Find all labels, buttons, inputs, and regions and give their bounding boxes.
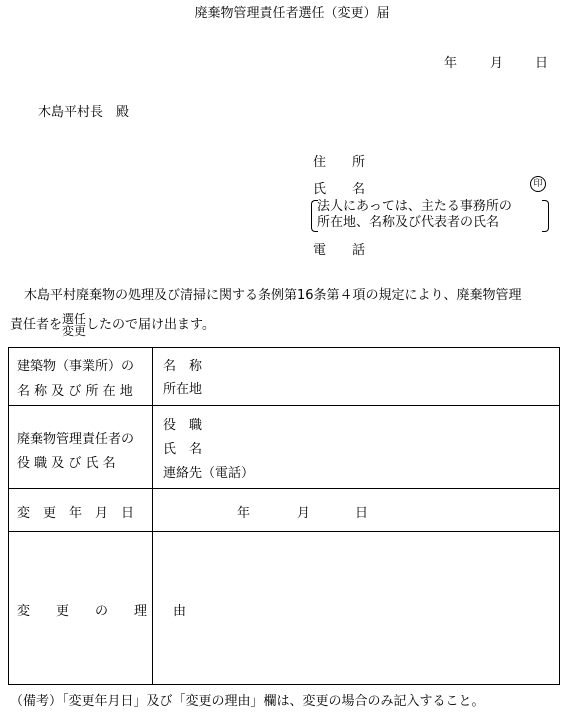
building-address-label: 所在地 — [163, 382, 203, 397]
building-label-line-2: 名 称 及 び 所 在 地 — [17, 384, 133, 399]
addressee: 木島平村長 殿 — [38, 105, 130, 120]
manager-contact-label: 連絡先（電話） — [163, 466, 255, 481]
change-reason-value-cell[interactable] — [153, 532, 560, 685]
manager-position-label: 役 職 — [163, 418, 203, 433]
option-change: 変更 — [62, 324, 87, 338]
building-label-cell — [9, 348, 153, 406]
manager-value-cell[interactable] — [153, 406, 560, 489]
form-table — [8, 347, 560, 685]
date-year-label: 年 — [444, 56, 458, 71]
seal-mark: 印 — [530, 176, 546, 192]
select-change-options — [62, 313, 86, 337]
body-suffix: したので届け出ます。 — [86, 317, 215, 333]
change-date-label-cell — [9, 489, 153, 532]
change-reason-label-cell — [9, 532, 187, 685]
corporate-note-line-1: 法人にあっては、主たる事務所の — [317, 199, 512, 214]
table-row-change-date — [9, 489, 560, 532]
date-month-label: 月 — [490, 56, 504, 71]
body-text-line-1: 木島平村廃棄物の処理及び清掃に関する条例第16条第４項の規定により、廃棄物管理 — [24, 288, 522, 303]
building-value-cell[interactable] — [153, 348, 560, 406]
table-row-building — [9, 348, 560, 406]
address-label: 住 所 — [313, 155, 366, 170]
change-date-value-cell[interactable] — [153, 489, 560, 532]
remarks-note: （備考）「変更年月日」及び「変更の理由」欄は、変更の場合のみ記入すること。 — [10, 694, 485, 709]
option-appoint: 選任 — [62, 312, 87, 326]
left-bracket — [311, 200, 318, 232]
change-date-label: 変 更 年 月 日 — [17, 506, 135, 521]
form-title: 廃棄物管理責任者選任（変更）届 — [194, 6, 390, 21]
change-month-label: 月 — [297, 506, 311, 521]
building-name-label: 名 称 — [163, 359, 203, 374]
manager-label-line-2: 役 職 及 び 氏 名 — [17, 456, 116, 471]
manager-name-label: 氏 名 — [163, 442, 203, 457]
name-label: 氏 名 — [313, 182, 366, 197]
body-text-line-2 — [10, 313, 215, 337]
change-day-label: 日 — [355, 506, 369, 521]
corporate-note — [313, 199, 512, 231]
manager-label-line-1: 廃棄物管理責任者の — [17, 432, 135, 447]
change-reason-label: 変 更 の 理 由 — [17, 604, 187, 619]
right-bracket — [542, 200, 549, 232]
table-row-manager — [9, 406, 560, 489]
corporate-note-line-2: 所在地、名称及び代表者の氏名 — [317, 215, 500, 230]
manager-label-cell — [9, 406, 153, 489]
phone-label: 電 話 — [313, 243, 366, 258]
date-day-label: 日 — [535, 56, 549, 71]
table-row-change-reason — [9, 532, 560, 685]
change-year-label: 年 — [237, 506, 251, 521]
body-prefix: 責任者を — [10, 317, 63, 333]
building-label-line-1: 建築物（事業所）の — [17, 359, 135, 374]
